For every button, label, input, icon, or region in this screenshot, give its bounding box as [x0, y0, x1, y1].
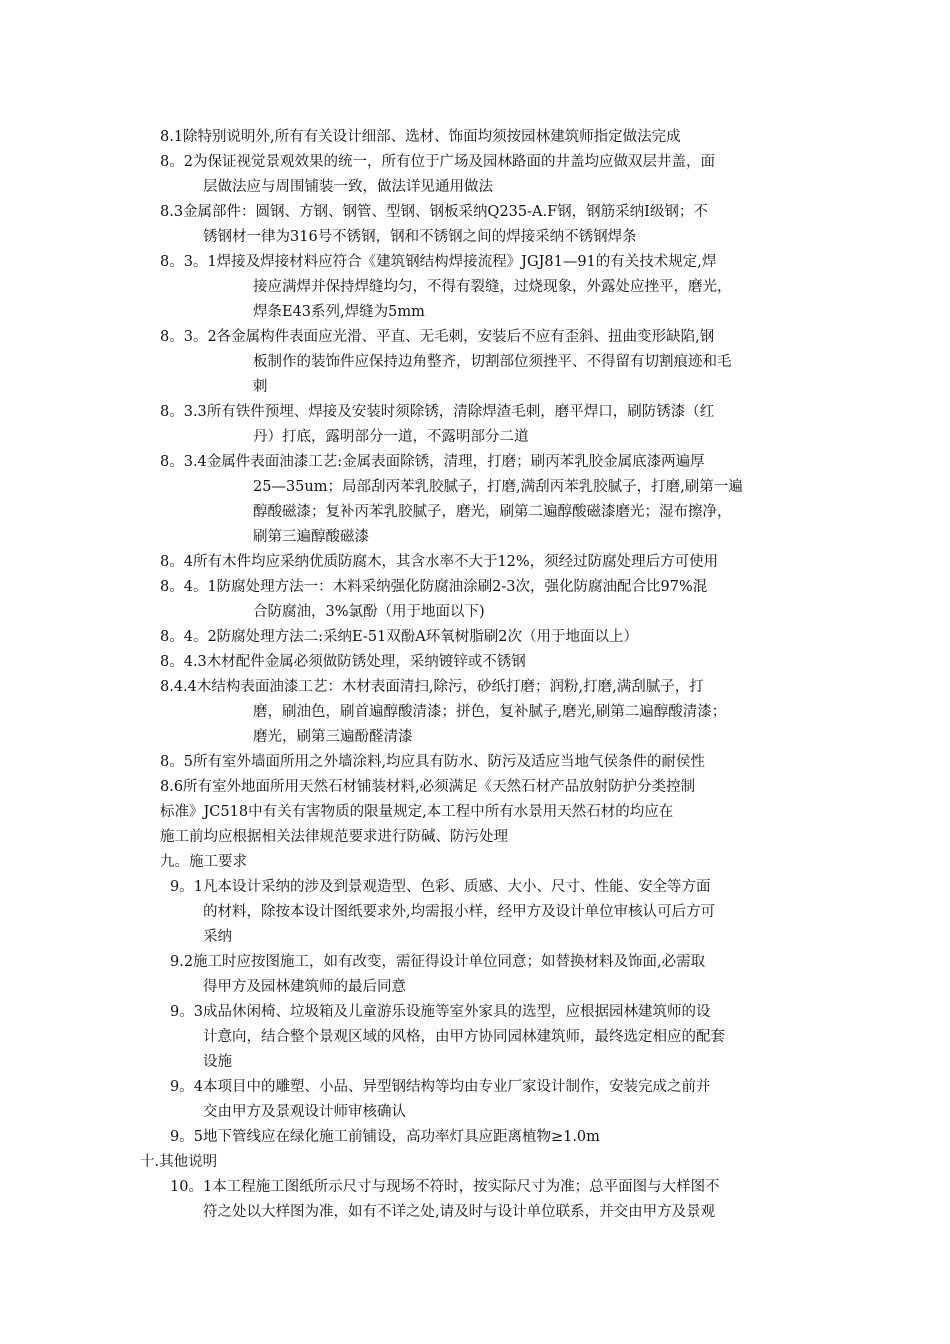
text-line: 合防腐油，3%氯酚（用于地面以下) [253, 604, 485, 620]
text-line: 8。4。2防腐处理方法二:采纳E-51双酚A环氧树脂刷2次（用于地面以上） [160, 629, 638, 645]
text-line: 8.1除特别说明外,所有有关设计细部、选材、饰面均须按园林建筑师指定做法完成 [160, 129, 681, 145]
section-heading: 九。施工要求 [160, 854, 247, 870]
text-line: 8.6所有室外地面所用天然石材铺装材料,必须满足《天然石材产品放射防护分类控制 [160, 779, 696, 795]
text-line: 设施 [203, 1054, 232, 1070]
text-line: 交由甲方及景观设计师审核确认 [203, 1104, 406, 1120]
text-line: 标准》JC518中有关有害物质的限量规定,本工程中所有水景用天然石材的均应在 [160, 804, 674, 820]
text-line: 8。2为保证视觉景观效果的统一，所有位于广场及园林路面的井盖均应做双层井盖，面 [160, 154, 715, 170]
text-line: 8。4所有木件均应采纳优质防腐木，其含水率不大于12%，须经过防腐处理后方可使用 [160, 554, 719, 570]
text-line: 8。3。1焊接及焊接材料应符合《建筑钢结构焊接流程》JGJ81—91的有关技术规定,焊 [160, 254, 717, 270]
text-line: 刺 [253, 379, 268, 395]
text-line: 醇酸磁漆；复补丙苯乳胶腻子，磨光，刷第二遍醇酸磁漆磨光；湿布擦净， [253, 504, 732, 520]
text-line: 刷第三遍醇酸磁漆 [253, 529, 369, 545]
text-line: 8。4.3木材配件金属必须做防锈处理，采纳镀锌或不锈钢 [160, 654, 526, 670]
text-line: 得甲方及园林建筑师的最后同意 [203, 979, 406, 995]
text-line: 9.2施工时应按图施工，如有改变，需征得设计单位同意；如替换材料及饰面,必需取 [170, 954, 706, 970]
text-line: 8。5所有室外墙面所用之外墙涂料,均应具有防水、防污及适应当地气侯条件的耐侯性 [160, 754, 706, 770]
text-line: 接应满焊并保持焊缝均匀，不得有裂缝，过烧现象，外露处应挫平，磨光， [253, 279, 732, 295]
text-line: 计意向，结合整个景观区域的风格，由甲方协同园林建筑师，最终选定相应的配套 [203, 1029, 725, 1045]
text-line: 9。4本项目中的雕塑、小品、异型钢结构等均由专业厂家设计制作，安装完成之前并 [170, 1079, 711, 1095]
text-line: 采纳 [203, 929, 232, 945]
text-line: 焊条E43系列,焊缝为5mm [253, 304, 425, 320]
text-line: 的材料，除按本设计图纸要求外,均需报小样，经甲方及设计单位审核认可后方可 [203, 904, 716, 920]
text-line: 10。1本工程施工图纸所示尺寸与现场不符时，按实际尺寸为准；总平面图与大样图不 [170, 1179, 720, 1195]
text-line: 8.3金属部件：圆钢、方钢、钢管、型钢、钢板采纳Q235-A.F钢，钢筋采纳Ⅰ级钢；不 [160, 204, 708, 220]
text-line: 8。3。2各金属构件表面应光滑、平直、无毛刺，安装后不应有歪斜、扭曲变形缺陷,钢 [160, 329, 715, 345]
text-line: 8。3.3所有铁件预埋、焊接及安装时须除锈，清除焊渣毛刺，磨平焊口，刷防锈漆（红 [160, 404, 715, 420]
text-line: 丹）打底，露明部分一道，不露明部分二道 [253, 429, 529, 445]
text-line: 25—35um；局部刮丙苯乳胶腻子，打磨,满刮丙苯乳胶腻子，打磨,刷第一遍 [253, 479, 743, 495]
section-heading: 十.其他说明 [140, 1154, 218, 1170]
text-line: 板制作的装饰件应保持边角整齐，切割部位须挫平、不得留有切割痕迹和毛 [253, 354, 732, 370]
text-line: 磨，刷油色，刷首遍醇酸清漆；拼色，复补腻子,磨光,刷第二遍醇酸清漆； [253, 704, 727, 720]
text-line: 施工前均应根据相关法律规范要求进行防碱、防污处理 [160, 829, 508, 845]
text-line: 9。5地下管线应在绿化施工前铺设，高功率灯具应距离植物≥1.0m [170, 1129, 600, 1145]
text-line: 8。3.4金属件表面油漆工艺:金属表面除锈，清理，打磨；刷丙苯乳胶金属底漆两遍厚 [160, 454, 705, 470]
text-line: 8.4.4木结构表面油漆工艺：木材表面清扫,除污，砂纸打磨；润粉,打磨,满刮腻子，打 [160, 679, 704, 695]
text-line: 9。1凡本设计采纳的涉及到景观造型、色彩、质感、大小、尺寸、性能、安全等方面 [170, 879, 711, 895]
text-line: 层做法应与周围铺装一致，做法详见通用做法 [203, 179, 493, 195]
text-line: 锈钢材一律为316号不锈钢，钢和不锈钢之间的焊接采纳不锈钢焊条 [203, 229, 637, 245]
text-line: 8。4。1防腐处理方法一：木料采纳强化防腐油涂刷2-3次，强化防腐油配合比97%混 [160, 579, 708, 595]
text-line: 磨光，刷第三遍酚醛清漆 [253, 729, 413, 745]
text-line: 符之处以大样图为准，如有不详之处,请及时与设计单位联系，并交由甲方及景观 [203, 1204, 716, 1220]
text-line: 9。3成品休闲椅、垃圾箱及儿童游乐设施等室外家具的选型，应根据园林建筑师的设 [170, 1004, 711, 1020]
